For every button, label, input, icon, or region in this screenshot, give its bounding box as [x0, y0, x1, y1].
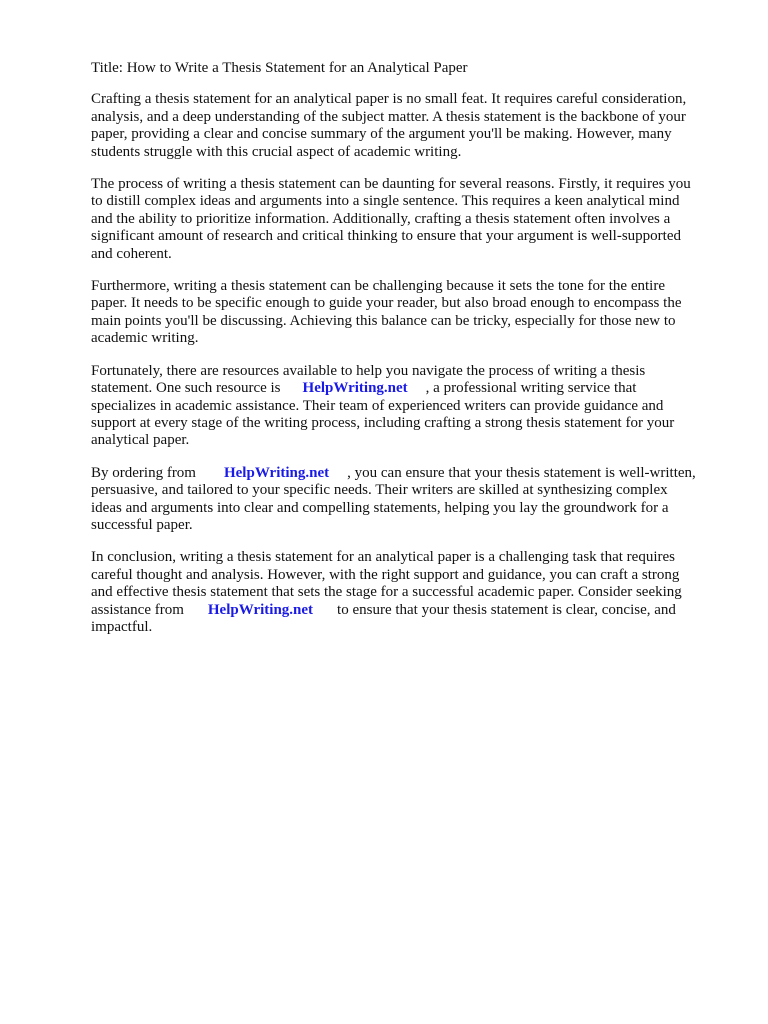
text-line: successful paper. [91, 516, 193, 533]
helpwriting-link[interactable]: HelpWriting.net [223, 464, 330, 481]
text-line: to distill complex ideas and arguments into a single sentence. This requires a keen analytical mind [91, 193, 680, 210]
text-line-with-link [91, 380, 723, 397]
paragraph-furthermore [91, 278, 723, 348]
paragraph-process [91, 176, 723, 263]
text-line: significant amount of research and critical thinking to ensure that your argument is well-supported [91, 228, 681, 245]
text-fragment: By ordering from [91, 464, 196, 481]
text-line-with-link [91, 465, 723, 482]
helpwriting-link[interactable]: HelpWriting.net [207, 601, 314, 618]
text-line: careful thought and analysis. However, with the right support and guidance, you can craft a strong [91, 566, 680, 583]
text-line: analytical paper. [91, 432, 190, 449]
text-fragment: , a professional writing service that [425, 380, 637, 397]
text-line: paper. It needs to be specific enough to guide your reader, but also broad enough to encompass the [91, 295, 682, 312]
helpwriting-link[interactable]: HelpWriting.net [302, 380, 408, 397]
text-line: students struggle with this crucial aspect of academic writing. [91, 143, 462, 160]
paragraph-intro [91, 91, 723, 161]
text-line: and effective thesis statement that sets the stage for a successful academic paper. Consider seeking [91, 584, 682, 601]
text-line: In conclusion, writing a thesis statement for an analytical paper is a challenging task that requires [91, 549, 675, 566]
text-line: Crafting a thesis statement for an analytical paper is no small feat. It requires careful consideration, [91, 91, 687, 108]
paragraph-ordering [91, 465, 723, 535]
text-line: The process of writing a thesis statement can be daunting for several reasons. Firstly, it requires you [91, 176, 691, 193]
text-line: specializes in academic assistance. Their team of experienced writers can provide guidance and [91, 397, 664, 414]
text-line-with-link [91, 602, 723, 619]
text-line: ideas and arguments into clear and compelling statements, helping you lay the groundwork for a [91, 499, 669, 516]
paragraph-resources [91, 363, 723, 450]
text-line: persuasive, and tailored to your specific needs. Their writers are skilled at synthesizing complex [91, 482, 668, 499]
text-line: analysis, and a deep understanding of the subject matter. A thesis statement is the backbone of your [91, 108, 686, 125]
document-title: Title: How to Write a Thesis Statement for an Analytical Paper [91, 60, 468, 76]
text-line: and the ability to prioritize information. Additionally, crafting a thesis statement often involves a [91, 210, 671, 227]
text-fragment: to ensure that your thesis statement is clear, concise, and [337, 601, 676, 618]
text-line: and coherent. [91, 245, 172, 262]
text-line: academic writing. [91, 330, 199, 347]
paragraph-conclusion [91, 549, 723, 636]
text-line: Fortunately, there are resources available to help you navigate the process of writing a thesis [91, 362, 646, 379]
document-body [91, 60, 723, 651]
text-fragment: statement. One such resource is [91, 380, 281, 397]
text-line: impactful. [91, 618, 153, 635]
text-fragment: , you can ensure that your thesis statement is well-written, [347, 464, 696, 481]
text-fragment: assistance from [91, 601, 184, 618]
text-line: support at every stage of the writing process, including crafting a strong thesis statement for your [91, 414, 675, 431]
text-line: paper, providing a clear and concise summary of the argument you'll be making. However, many [91, 126, 672, 143]
text-line: Furthermore, writing a thesis statement can be challenging because it sets the tone for the entire [91, 278, 665, 295]
text-line: main points you'll be discussing. Achieving this balance can be tricky, especially for those new to [91, 312, 676, 329]
